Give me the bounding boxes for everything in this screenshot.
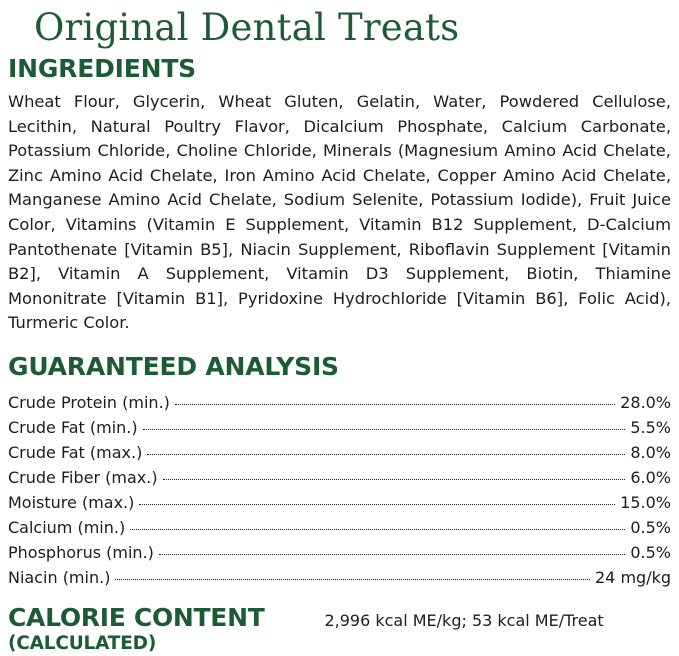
nutrient-label: Crude Fat (min.): [8, 417, 138, 437]
leader-dots: [159, 554, 625, 555]
leader-dots: [163, 479, 626, 480]
nutrient-value: 0.5%: [630, 517, 671, 537]
nutrient-label: Phosphorus (min.): [8, 542, 154, 562]
nutrient-value: 6.0%: [630, 467, 671, 487]
ingredients-text: Wheat Flour, Glycerin, Wheat Gluten, Gelatin, Water, Powdered Cellulose, Lecithin, Natural Poultry Flavor, Dicalcium Phosphate, Calcium Carbonate, Potassium Chloride, Choline Chloride, Minerals (Magnesium Amino Acid Chelate, Zinc Amino Acid Chelate, Iron Amino Acid Chelate, Copper Amino Acid Chelate, Manganese Amino Acid Chelate, Sodium Selenite, Potassium Iodide), Fruit Juice Color, Vitamins (Vitamin E Supplement, Vitamin B12 Supplement, D-Calcium Pantothenate [Vitamin B5], Niacin Supplement, Riboflavin Supplement [Vitamin B2], Vitamin A Supplement, Vitamin D3 Supplement, Biotin, Thiamine Mononitrate [Vitamin B1], Pyridoxine Hydrochloride [Vitamin B6], Folic Acid), Turmeric Color.: [8, 92, 671, 333]
ingredients-heading: INGREDIENTS: [8, 54, 196, 83]
nutrient-value: 28.0%: [620, 392, 671, 412]
list-item: [8, 540, 671, 565]
leader-dots: [115, 579, 590, 580]
list-item: [8, 390, 671, 415]
calorie-content-heading-main: CALORIE CONTENT: [8, 602, 265, 632]
list-item: [8, 465, 671, 490]
nutrient-value: 15.0%: [620, 492, 671, 512]
nutrient-label: Crude Protein (min.): [8, 392, 170, 412]
calorie-content-subheading: (CALCULATED): [8, 632, 157, 654]
calorie-content-block: [8, 604, 671, 656]
list-item: [8, 415, 671, 440]
list-item: [8, 490, 671, 515]
guaranteed-analysis-heading: GUARANTEED ANALYSIS: [8, 351, 339, 381]
guaranteed-analysis-list: [8, 390, 671, 590]
page-title: Original Dental Treats: [34, 6, 460, 49]
leader-dots: [130, 529, 625, 530]
nutrient-label: Calcium (min.): [8, 517, 126, 537]
nutrient-label: Niacin (min.): [8, 567, 111, 587]
calorie-content-value: 2,996 kcal ME/kg; 53 kcal ME/Treat: [324, 610, 604, 630]
nutrient-value: 0.5%: [630, 542, 671, 562]
leader-dots: [175, 404, 615, 405]
leader-dots: [143, 429, 626, 430]
nutrient-value: 24 mg/kg: [595, 567, 671, 587]
list-item: [8, 515, 671, 540]
leader-dots: [147, 454, 625, 455]
nutrient-label: Crude Fiber (max.): [8, 467, 158, 487]
nutrient-label: Moisture (max.): [8, 492, 135, 512]
nutrient-label: Crude Fat (max.): [8, 442, 143, 462]
list-item: [8, 565, 671, 590]
nutrient-value: 8.0%: [630, 442, 671, 462]
list-item: [8, 440, 671, 465]
leader-dots: [139, 504, 615, 505]
nutrient-value: 5.5%: [630, 417, 671, 437]
calorie-content-heading: [8, 604, 264, 656]
